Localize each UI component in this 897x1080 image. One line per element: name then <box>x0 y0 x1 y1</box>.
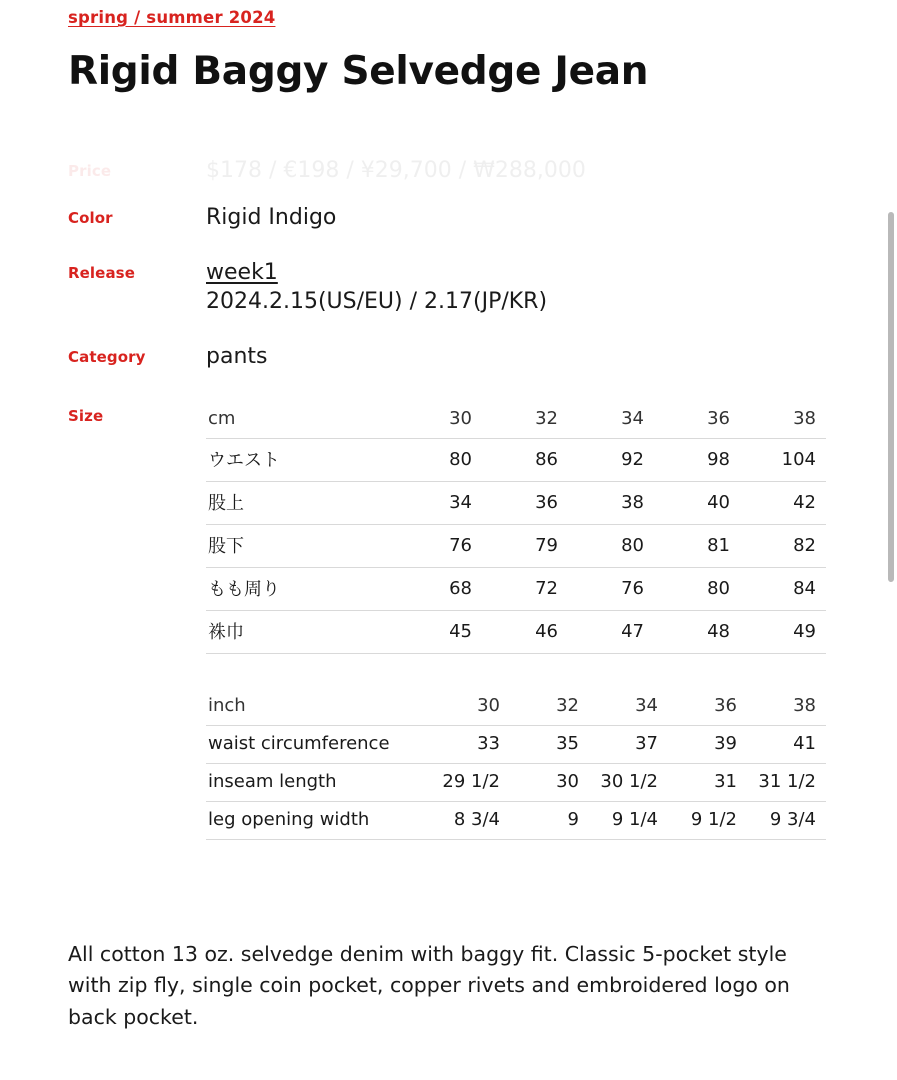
table-row <box>206 439 826 482</box>
size-header-36: 36 <box>668 688 747 726</box>
measure-value: 9 1/4 <box>589 802 668 840</box>
measure-value: 49 <box>740 611 826 654</box>
table-row <box>206 525 826 568</box>
measure-value: 30 1/2 <box>589 764 668 802</box>
measure-value: 39 <box>668 726 747 764</box>
measure-value: 81 <box>654 525 740 568</box>
color-label: Color <box>68 208 113 227</box>
size-table-cm <box>206 401 826 654</box>
page-title: Rigid Baggy Selvedge Jean <box>68 49 649 94</box>
measure-label: inseam length <box>206 764 431 802</box>
attribute-row-category <box>68 342 829 371</box>
release-value <box>206 258 829 316</box>
size-label: Size <box>68 407 104 426</box>
measure-value: 36 <box>482 482 568 525</box>
attribute-row-release <box>68 258 829 316</box>
table-spacer <box>206 654 829 688</box>
table-row <box>206 611 826 654</box>
measure-value: 9 <box>510 802 589 840</box>
size-header-30: 30 <box>396 401 482 439</box>
size-table-inch <box>206 688 826 840</box>
unit-label-inch: inch <box>206 688 431 726</box>
measure-label: 股上 <box>206 482 396 525</box>
measure-value: 79 <box>482 525 568 568</box>
table-row <box>206 764 826 802</box>
scrollbar-thumb[interactable] <box>888 212 894 582</box>
measure-label: 袾巾 <box>206 611 396 654</box>
size-header-32: 32 <box>510 688 589 726</box>
scrollbar[interactable] <box>885 0 897 1080</box>
table-row <box>206 802 826 840</box>
size-header-36: 36 <box>654 401 740 439</box>
measure-value: 84 <box>740 568 826 611</box>
measure-value: 98 <box>654 439 740 482</box>
measure-label: waist circumference <box>206 726 431 764</box>
release-label: Release <box>68 263 135 282</box>
category-label: Category <box>68 348 146 367</box>
measure-value: 9 1/2 <box>668 802 747 840</box>
measure-value: 45 <box>396 611 482 654</box>
measure-value: 9 3/4 <box>747 802 826 840</box>
size-header-38: 38 <box>740 401 826 439</box>
measure-value: 47 <box>568 611 654 654</box>
attribute-row-price <box>68 156 829 185</box>
table-header-row <box>206 688 826 726</box>
measure-value: 38 <box>568 482 654 525</box>
measure-value: 68 <box>396 568 482 611</box>
attribute-row-color <box>68 203 829 232</box>
measure-value: 34 <box>396 482 482 525</box>
measure-value: 33 <box>431 726 510 764</box>
measure-value: 29 1/2 <box>431 764 510 802</box>
category-value: pants <box>206 344 268 370</box>
size-header-32: 32 <box>482 401 568 439</box>
measure-value: 42 <box>740 482 826 525</box>
table-header-row <box>206 401 826 439</box>
measure-value: 46 <box>482 611 568 654</box>
measure-value: 80 <box>568 525 654 568</box>
table-row <box>206 482 826 525</box>
price-label: Price <box>68 161 112 180</box>
measure-value: 40 <box>654 482 740 525</box>
measure-value: 86 <box>482 439 568 482</box>
product-attributes <box>68 156 829 840</box>
measure-value: 76 <box>568 568 654 611</box>
release-week-link[interactable]: week1 <box>206 259 278 285</box>
size-header-34: 34 <box>589 688 668 726</box>
product-description: All cotton 13 oz. selvedge denim with baggy fit. Classic 5-pocket style with zip fly, single coin pocket, copper rivets and embroidered logo on back pocket. <box>68 941 790 1030</box>
measure-value: 82 <box>740 525 826 568</box>
size-header-38: 38 <box>747 688 826 726</box>
table-row <box>206 726 826 764</box>
measure-label: ウエスト <box>206 439 396 482</box>
measure-value: 37 <box>589 726 668 764</box>
release-date: 2024.2.15(US/EU) / 2.17(JP/KR) <box>206 288 548 314</box>
measure-value: 31 <box>668 764 747 802</box>
price-value: $178 / €198 / ¥29,700 / ₩288,000 <box>206 157 586 183</box>
measure-value: 41 <box>747 726 826 764</box>
measure-value: 30 <box>510 764 589 802</box>
measure-value: 35 <box>510 726 589 764</box>
measure-value: 48 <box>654 611 740 654</box>
measure-value: 8 3/4 <box>431 802 510 840</box>
size-tables <box>206 401 829 840</box>
measure-value: 31 1/2 <box>747 764 826 802</box>
table-row <box>206 568 826 611</box>
measure-value: 72 <box>482 568 568 611</box>
color-value: Rigid Indigo <box>206 204 337 230</box>
measure-value: 104 <box>740 439 826 482</box>
size-header-34: 34 <box>568 401 654 439</box>
measure-value: 80 <box>396 439 482 482</box>
measure-value: 76 <box>396 525 482 568</box>
size-header-30: 30 <box>431 688 510 726</box>
measure-value: 80 <box>654 568 740 611</box>
attribute-row-size <box>68 401 829 840</box>
measure-value: 92 <box>568 439 654 482</box>
measure-label: もも周り <box>206 568 396 611</box>
unit-label-cm: cm <box>206 401 396 439</box>
season-link[interactable]: spring / summer 2024 <box>68 8 276 27</box>
measure-label: 股下 <box>206 525 396 568</box>
measure-label: leg opening width <box>206 802 431 840</box>
